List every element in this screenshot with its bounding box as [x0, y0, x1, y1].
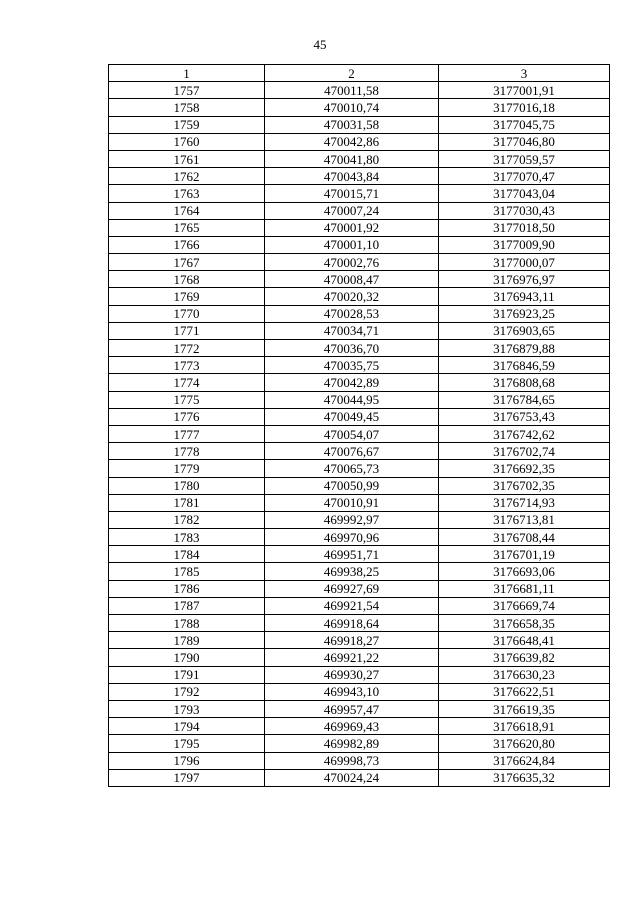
cell-point-number: 1797 [109, 769, 265, 786]
table-row [109, 185, 610, 202]
table-row [109, 769, 610, 786]
cell-y-coordinate: 3176681,11 [439, 580, 610, 597]
cell-x-coordinate: 470035,75 [265, 357, 439, 374]
table-row [109, 700, 610, 717]
table-row [109, 666, 610, 683]
cell-x-coordinate: 470031,58 [265, 116, 439, 133]
cell-y-coordinate: 3176619,35 [439, 700, 610, 717]
cell-y-coordinate: 3176624,84 [439, 752, 610, 769]
cell-point-number: 1767 [109, 254, 265, 271]
cell-x-coordinate: 470001,10 [265, 236, 439, 253]
cell-x-coordinate: 469992,97 [265, 511, 439, 528]
table-row [109, 718, 610, 735]
cell-y-coordinate: 3177043,04 [439, 185, 610, 202]
table-row [109, 322, 610, 339]
cell-y-coordinate: 3176808,68 [439, 374, 610, 391]
cell-x-coordinate: 470024,24 [265, 769, 439, 786]
cell-y-coordinate: 3177018,50 [439, 219, 610, 236]
table-row [109, 305, 610, 322]
cell-point-number: 1792 [109, 683, 265, 700]
cell-point-number: 1759 [109, 116, 265, 133]
cell-point-number: 1785 [109, 563, 265, 580]
cell-point-number: 1774 [109, 374, 265, 391]
cell-point-number: 1776 [109, 408, 265, 425]
cell-x-coordinate: 469927,69 [265, 580, 439, 597]
cell-y-coordinate: 3176923,25 [439, 305, 610, 322]
table-row [109, 494, 610, 511]
cell-y-coordinate: 3176742,62 [439, 425, 610, 442]
cell-y-coordinate: 3176753,43 [439, 408, 610, 425]
cell-point-number: 1763 [109, 185, 265, 202]
cell-y-coordinate: 3176630,23 [439, 666, 610, 683]
cell-x-coordinate: 470002,76 [265, 254, 439, 271]
cell-y-coordinate: 3176903,65 [439, 322, 610, 339]
cell-point-number: 1790 [109, 649, 265, 666]
cell-y-coordinate: 3176943,11 [439, 288, 610, 305]
cell-y-coordinate: 3176879,88 [439, 340, 610, 357]
table-row [109, 529, 610, 546]
cell-y-coordinate: 3176702,74 [439, 443, 610, 460]
cell-point-number: 1762 [109, 168, 265, 185]
cell-y-coordinate: 3177046,80 [439, 133, 610, 150]
table-row [109, 649, 610, 666]
cell-x-coordinate: 470034,71 [265, 322, 439, 339]
cell-point-number: 1757 [109, 82, 265, 99]
table-row [109, 632, 610, 649]
cell-x-coordinate: 470041,80 [265, 150, 439, 167]
cell-point-number: 1795 [109, 735, 265, 752]
cell-y-coordinate: 3176639,82 [439, 649, 610, 666]
table-row [109, 391, 610, 408]
header-cell-x: 2 [265, 65, 439, 82]
cell-point-number: 1775 [109, 391, 265, 408]
cell-y-coordinate: 3176692,35 [439, 460, 610, 477]
cell-x-coordinate: 470043,84 [265, 168, 439, 185]
cell-x-coordinate: 469943,10 [265, 683, 439, 700]
cell-point-number: 1765 [109, 219, 265, 236]
cell-y-coordinate: 3176701,19 [439, 546, 610, 563]
table-row [109, 236, 610, 253]
table-row [109, 477, 610, 494]
cell-x-coordinate: 470036,70 [265, 340, 439, 357]
cell-point-number: 1779 [109, 460, 265, 477]
cell-point-number: 1766 [109, 236, 265, 253]
table-row [109, 374, 610, 391]
cell-x-coordinate: 469921,22 [265, 649, 439, 666]
cell-y-coordinate: 3176784,65 [439, 391, 610, 408]
table-row [109, 357, 610, 374]
cell-x-coordinate: 470010,91 [265, 494, 439, 511]
cell-x-coordinate: 470076,67 [265, 443, 439, 460]
cell-point-number: 1780 [109, 477, 265, 494]
cell-point-number: 1768 [109, 271, 265, 288]
cell-point-number: 1782 [109, 511, 265, 528]
table-body [109, 82, 610, 787]
cell-y-coordinate: 3177000,07 [439, 254, 610, 271]
cell-y-coordinate: 3176669,74 [439, 597, 610, 614]
cell-point-number: 1772 [109, 340, 265, 357]
table-row [109, 735, 610, 752]
table-row [109, 511, 610, 528]
cell-y-coordinate: 3177059,57 [439, 150, 610, 167]
cell-x-coordinate: 470020,32 [265, 288, 439, 305]
cell-point-number: 1794 [109, 718, 265, 735]
cell-y-coordinate: 3176648,41 [439, 632, 610, 649]
cell-x-coordinate: 469938,25 [265, 563, 439, 580]
cell-point-number: 1787 [109, 597, 265, 614]
table-row [109, 752, 610, 769]
header-cell-y: 3 [439, 65, 610, 82]
cell-x-coordinate: 470007,24 [265, 202, 439, 219]
cell-point-number: 1791 [109, 666, 265, 683]
cell-point-number: 1778 [109, 443, 265, 460]
cell-x-coordinate: 470028,53 [265, 305, 439, 322]
cell-y-coordinate: 3177009,90 [439, 236, 610, 253]
table-row [109, 150, 610, 167]
cell-x-coordinate: 469969,43 [265, 718, 439, 735]
cell-point-number: 1793 [109, 700, 265, 717]
cell-x-coordinate: 470010,74 [265, 99, 439, 116]
table-row [109, 580, 610, 597]
cell-point-number: 1758 [109, 99, 265, 116]
cell-x-coordinate: 469951,71 [265, 546, 439, 563]
cell-y-coordinate: 3176635,32 [439, 769, 610, 786]
cell-x-coordinate: 470008,47 [265, 271, 439, 288]
cell-y-coordinate: 3176622,51 [439, 683, 610, 700]
table-row [109, 340, 610, 357]
cell-x-coordinate: 470054,07 [265, 425, 439, 442]
cell-x-coordinate: 470065,73 [265, 460, 439, 477]
cell-point-number: 1784 [109, 546, 265, 563]
cell-x-coordinate: 470049,45 [265, 408, 439, 425]
table-row [109, 546, 610, 563]
cell-y-coordinate: 3177001,91 [439, 82, 610, 99]
table-row [109, 460, 610, 477]
cell-x-coordinate: 469982,89 [265, 735, 439, 752]
table-row [109, 408, 610, 425]
cell-point-number: 1781 [109, 494, 265, 511]
table-row [109, 683, 610, 700]
cell-point-number: 1786 [109, 580, 265, 597]
cell-point-number: 1796 [109, 752, 265, 769]
cell-y-coordinate: 3177045,75 [439, 116, 610, 133]
cell-x-coordinate: 470050,99 [265, 477, 439, 494]
cell-x-coordinate: 469918,64 [265, 615, 439, 632]
cell-y-coordinate: 3177016,18 [439, 99, 610, 116]
cell-y-coordinate: 3176620,80 [439, 735, 610, 752]
table-row [109, 425, 610, 442]
cell-point-number: 1760 [109, 133, 265, 150]
table-row [109, 288, 610, 305]
table-row [109, 133, 610, 150]
table-header [109, 65, 610, 82]
cell-x-coordinate: 469970,96 [265, 529, 439, 546]
header-row [109, 65, 610, 82]
cell-x-coordinate: 469918,27 [265, 632, 439, 649]
header-cell-point-number: 1 [109, 65, 265, 82]
cell-point-number: 1770 [109, 305, 265, 322]
cell-point-number: 1764 [109, 202, 265, 219]
cell-y-coordinate: 3176846,59 [439, 357, 610, 374]
cell-y-coordinate: 3176713,81 [439, 511, 610, 528]
table-row [109, 254, 610, 271]
cell-y-coordinate: 3176702,35 [439, 477, 610, 494]
cell-point-number: 1788 [109, 615, 265, 632]
table-row [109, 99, 610, 116]
table-row [109, 443, 610, 460]
cell-y-coordinate: 3176618,91 [439, 718, 610, 735]
table-row [109, 563, 610, 580]
table-row [109, 116, 610, 133]
page-number: 45 [313, 37, 327, 52]
table-row [109, 202, 610, 219]
table-row [109, 82, 610, 99]
cell-x-coordinate: 469998,73 [265, 752, 439, 769]
cell-x-coordinate: 470042,86 [265, 133, 439, 150]
cell-point-number: 1777 [109, 425, 265, 442]
cell-y-coordinate: 3176693,06 [439, 563, 610, 580]
cell-y-coordinate: 3177070,47 [439, 168, 610, 185]
cell-x-coordinate: 470015,71 [265, 185, 439, 202]
table-row [109, 271, 610, 288]
cell-x-coordinate: 470001,92 [265, 219, 439, 236]
table-row [109, 615, 610, 632]
cell-y-coordinate: 3177030,43 [439, 202, 610, 219]
cell-y-coordinate: 3176708,44 [439, 529, 610, 546]
cell-x-coordinate: 470042,89 [265, 374, 439, 391]
cell-point-number: 1769 [109, 288, 265, 305]
cell-x-coordinate: 469921,54 [265, 597, 439, 614]
cell-y-coordinate: 3176658,35 [439, 615, 610, 632]
coordinates-table [108, 64, 610, 787]
cell-point-number: 1789 [109, 632, 265, 649]
cell-point-number: 1761 [109, 150, 265, 167]
cell-x-coordinate: 470044,95 [265, 391, 439, 408]
table-row [109, 219, 610, 236]
cell-point-number: 1771 [109, 322, 265, 339]
cell-x-coordinate: 469930,27 [265, 666, 439, 683]
cell-point-number: 1773 [109, 357, 265, 374]
cell-y-coordinate: 3176976,97 [439, 271, 610, 288]
table-row [109, 168, 610, 185]
cell-x-coordinate: 469957,47 [265, 700, 439, 717]
table-row [109, 597, 610, 614]
cell-point-number: 1783 [109, 529, 265, 546]
cell-x-coordinate: 470011,58 [265, 82, 439, 99]
cell-y-coordinate: 3176714,93 [439, 494, 610, 511]
